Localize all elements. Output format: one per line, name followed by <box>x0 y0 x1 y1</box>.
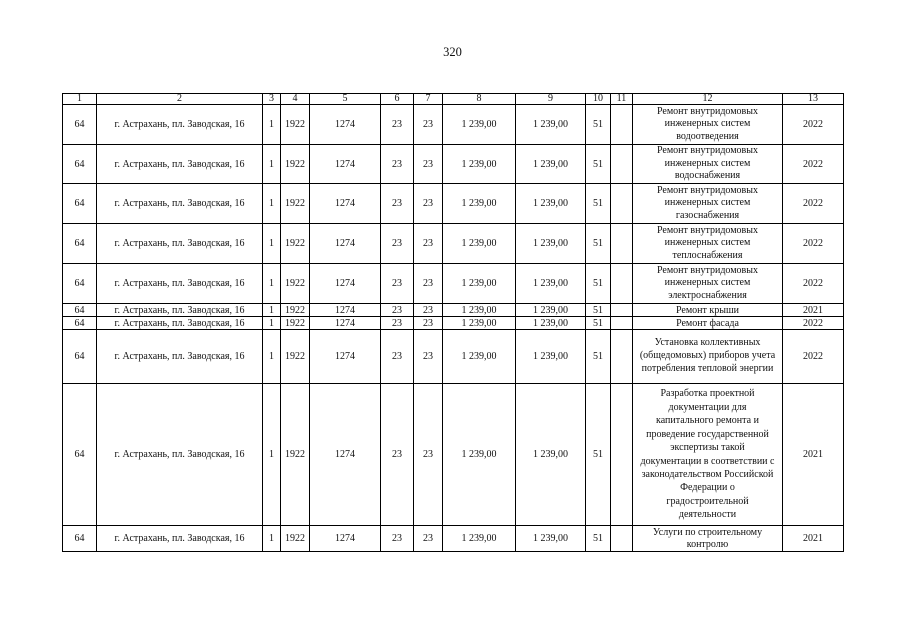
table-row <box>63 317 844 330</box>
cell-col-4: 1922 <box>281 384 310 526</box>
cell-col-9: 1 239,00 <box>516 330 586 384</box>
address-cell: г. Астрахань, пл. Заводская, 16 <box>97 317 263 330</box>
cell-col-4: 1922 <box>281 224 310 264</box>
work-description-cell <box>633 304 783 317</box>
cell-col-6: 23 <box>381 330 414 384</box>
planned-year-cell: 2022 <box>783 224 844 264</box>
cell-col-10: 51 <box>586 105 611 145</box>
cell-col-10: 51 <box>586 264 611 304</box>
header-cell-3: 3 <box>263 94 281 105</box>
work-description-line: газоснабжения <box>675 209 740 221</box>
cell-col-9: 1 239,00 <box>516 145 586 184</box>
cell-col-10: 51 <box>586 224 611 264</box>
header-cell-8: 8 <box>443 94 516 105</box>
cell-col-5: 1274 <box>310 145 381 184</box>
work-description-line: капитального ремонта и <box>656 415 759 427</box>
address-cell: г. Астрахань, пл. Заводская, 16 <box>97 145 263 184</box>
cell-col-7: 23 <box>414 384 443 526</box>
cell-col-8: 1 239,00 <box>443 264 516 304</box>
cell-col-6: 23 <box>381 526 414 552</box>
cell-col-9: 1 239,00 <box>516 264 586 304</box>
cell-col-7: 23 <box>414 184 443 224</box>
item-number-cell: 64 <box>63 224 97 264</box>
cell-col-4: 1922 <box>281 526 310 552</box>
item-number-cell: 64 <box>63 105 97 145</box>
table-row <box>63 224 844 264</box>
cell-col-5: 1274 <box>310 264 381 304</box>
cell-col-8: 1 239,00 <box>443 224 516 264</box>
cell-col-9: 1 239,00 <box>516 384 586 526</box>
work-description-line: контролю <box>686 538 729 550</box>
work-description-cell <box>633 224 783 264</box>
item-number-cell: 64 <box>63 184 97 224</box>
cell-col-4: 1922 <box>281 145 310 184</box>
header-cell-10: 10 <box>586 94 611 105</box>
cell-col-3: 1 <box>263 526 281 552</box>
cell-col-4: 1922 <box>281 105 310 145</box>
header-cell-4: 4 <box>281 94 310 105</box>
header-cell-7: 7 <box>414 94 443 105</box>
planned-year-cell: 2022 <box>783 330 844 384</box>
table-row <box>63 384 844 526</box>
work-description-cell <box>633 330 783 384</box>
cell-col-7: 23 <box>414 264 443 304</box>
planned-year-cell: 2021 <box>783 304 844 317</box>
cell-col-5: 1274 <box>310 526 381 552</box>
cell-col-11 <box>611 317 633 330</box>
cell-col-3: 1 <box>263 330 281 384</box>
address-cell: г. Астрахань, пл. Заводская, 16 <box>97 330 263 384</box>
cell-col-8: 1 239,00 <box>443 317 516 330</box>
work-description-cell <box>633 317 783 330</box>
cell-col-4: 1922 <box>281 317 310 330</box>
work-description-line: проведение государственной <box>646 428 769 440</box>
item-number-cell: 64 <box>63 317 97 330</box>
cell-col-5: 1274 <box>310 224 381 264</box>
cell-col-7: 23 <box>414 317 443 330</box>
planned-year-cell: 2021 <box>783 384 844 526</box>
work-description-line: Ремонт внутридомовых <box>656 264 758 276</box>
cell-col-3: 1 <box>263 317 281 330</box>
cell-col-10: 51 <box>586 184 611 224</box>
cell-col-3: 1 <box>263 184 281 224</box>
header-cell-6: 6 <box>381 94 414 105</box>
header-cell-5: 5 <box>310 94 381 105</box>
works-table <box>62 93 844 552</box>
work-description-cell <box>633 526 783 552</box>
table-row <box>63 304 844 317</box>
work-description-line: Федерации о <box>680 482 735 494</box>
address-cell: г. Астрахань, пл. Заводская, 16 <box>97 184 263 224</box>
cell-col-3: 1 <box>263 384 281 526</box>
cell-col-5: 1274 <box>310 384 381 526</box>
cell-col-9: 1 239,00 <box>516 526 586 552</box>
cell-col-10: 51 <box>586 317 611 330</box>
cell-col-11 <box>611 224 633 264</box>
table-row <box>63 184 844 224</box>
cell-col-11 <box>611 264 633 304</box>
cell-col-11 <box>611 526 633 552</box>
cell-col-3: 1 <box>263 304 281 317</box>
cell-col-10: 51 <box>586 304 611 317</box>
cell-col-6: 23 <box>381 184 414 224</box>
address-cell: г. Астрахань, пл. Заводская, 16 <box>97 264 263 304</box>
work-description-line: деятельности <box>678 509 737 521</box>
work-description-line: законодательством Российской <box>641 468 774 480</box>
cell-col-10: 51 <box>586 330 611 384</box>
cell-col-11 <box>611 304 633 317</box>
table-row <box>63 264 844 304</box>
work-description-line: Ремонт внутридомовых <box>656 184 758 196</box>
work-description-line: документации для <box>668 401 747 413</box>
cell-col-8: 1 239,00 <box>443 184 516 224</box>
work-description-cell <box>633 105 783 145</box>
cell-col-5: 1274 <box>310 184 381 224</box>
cell-col-11 <box>611 330 633 384</box>
cell-col-8: 1 239,00 <box>443 526 516 552</box>
item-number-cell: 64 <box>63 526 97 552</box>
cell-col-4: 1922 <box>281 264 310 304</box>
work-description-line: электроснабжения <box>668 289 747 301</box>
work-description-line: экспертизы такой <box>670 442 745 454</box>
cell-col-5: 1274 <box>310 330 381 384</box>
item-number-cell: 64 <box>63 304 97 317</box>
work-description-line: водоотведения <box>676 130 739 142</box>
planned-year-cell: 2021 <box>783 526 844 552</box>
cell-col-7: 23 <box>414 145 443 184</box>
cell-col-11 <box>611 145 633 184</box>
cell-col-5: 1274 <box>310 304 381 317</box>
table-row <box>63 330 844 384</box>
cell-col-9: 1 239,00 <box>516 184 586 224</box>
cell-col-10: 51 <box>586 145 611 184</box>
header-cell-13: 13 <box>783 94 844 105</box>
cell-col-3: 1 <box>263 264 281 304</box>
work-description-cell <box>633 145 783 184</box>
work-description-line: Ремонт внутридомовых <box>656 105 758 117</box>
planned-year-cell: 2022 <box>783 184 844 224</box>
cell-col-8: 1 239,00 <box>443 304 516 317</box>
work-description-line: инженерных систем <box>664 277 751 289</box>
work-description-line: Ремонт фасада <box>676 317 739 329</box>
work-description-line: инженерных систем <box>664 197 751 209</box>
cell-col-11 <box>611 105 633 145</box>
cell-col-3: 1 <box>263 224 281 264</box>
cell-col-3: 1 <box>263 145 281 184</box>
cell-col-7: 23 <box>414 105 443 145</box>
cell-col-6: 23 <box>381 224 414 264</box>
address-cell: г. Астрахань, пл. Заводская, 16 <box>97 224 263 264</box>
work-description-line: Разработка проектной <box>660 388 755 400</box>
cell-col-7: 23 <box>414 526 443 552</box>
cell-col-6: 23 <box>381 304 414 317</box>
address-cell: г. Астрахань, пл. Заводская, 16 <box>97 526 263 552</box>
work-description-line: (общедомовых) приборов учета <box>639 350 776 362</box>
work-description-line: инженерных систем <box>664 157 751 169</box>
table-header <box>63 94 844 105</box>
cell-col-9: 1 239,00 <box>516 317 586 330</box>
cell-col-11 <box>611 384 633 526</box>
table-row <box>63 105 844 145</box>
cell-col-9: 1 239,00 <box>516 224 586 264</box>
header-cell-12: 12 <box>633 94 783 105</box>
cell-col-6: 23 <box>381 105 414 145</box>
cell-col-6: 23 <box>381 145 414 184</box>
cell-col-4: 1922 <box>281 184 310 224</box>
header-cell-2: 2 <box>97 94 263 105</box>
cell-col-7: 23 <box>414 330 443 384</box>
cell-col-9: 1 239,00 <box>516 105 586 145</box>
cell-col-7: 23 <box>414 224 443 264</box>
cell-col-8: 1 239,00 <box>443 105 516 145</box>
work-description-cell <box>633 384 783 526</box>
header-cell-11: 11 <box>611 94 633 105</box>
work-description-line: Услуги по строительному <box>652 526 763 538</box>
cell-col-5: 1274 <box>310 105 381 145</box>
table-body <box>63 105 844 552</box>
address-cell: г. Астрахань, пл. Заводская, 16 <box>97 304 263 317</box>
planned-year-cell: 2022 <box>783 105 844 145</box>
item-number-cell: 64 <box>63 330 97 384</box>
item-number-cell: 64 <box>63 264 97 304</box>
cell-col-4: 1922 <box>281 304 310 317</box>
work-description-cell <box>633 184 783 224</box>
header-cell-1: 1 <box>63 94 97 105</box>
work-description-line: теплоснабжения <box>672 249 743 261</box>
table-header-row <box>63 94 844 105</box>
page-number: 320 <box>443 45 462 59</box>
cell-col-5: 1274 <box>310 317 381 330</box>
work-description-line: потребления тепловой энергии <box>641 362 774 374</box>
item-number-cell: 64 <box>63 145 97 184</box>
item-number-cell: 64 <box>63 384 97 526</box>
cell-col-3: 1 <box>263 105 281 145</box>
planned-year-cell: 2022 <box>783 145 844 184</box>
planned-year-cell: 2022 <box>783 264 844 304</box>
cell-col-10: 51 <box>586 526 611 552</box>
work-description-line: инженерных систем <box>664 118 751 130</box>
cell-col-6: 23 <box>381 317 414 330</box>
cell-col-9: 1 239,00 <box>516 304 586 317</box>
address-cell: г. Астрахань, пл. Заводская, 16 <box>97 105 263 145</box>
cell-col-6: 23 <box>381 384 414 526</box>
cell-col-10: 51 <box>586 384 611 526</box>
cell-col-8: 1 239,00 <box>443 330 516 384</box>
work-description-line: Ремонт внутридомовых <box>656 145 758 157</box>
header-cell-9: 9 <box>516 94 586 105</box>
work-description-line: водоснабжения <box>674 170 741 182</box>
table-row <box>63 526 844 552</box>
address-cell: г. Астрахань, пл. Заводская, 16 <box>97 384 263 526</box>
cell-col-8: 1 239,00 <box>443 145 516 184</box>
work-description-line: Ремонт крыши <box>675 304 740 316</box>
cell-col-11 <box>611 184 633 224</box>
work-description-line: Установка коллективных <box>654 337 761 349</box>
planned-year-cell: 2022 <box>783 317 844 330</box>
work-description-line: документации в соответствии с <box>640 455 775 467</box>
work-description-cell <box>633 264 783 304</box>
work-description-line: градостроительной <box>666 495 749 507</box>
cell-col-4: 1922 <box>281 330 310 384</box>
cell-col-8: 1 239,00 <box>443 384 516 526</box>
table-row <box>63 145 844 184</box>
work-description-line: Ремонт внутридомовых <box>656 224 758 236</box>
work-description-line: инженерных систем <box>664 237 751 249</box>
cell-col-7: 23 <box>414 304 443 317</box>
cell-col-6: 23 <box>381 264 414 304</box>
